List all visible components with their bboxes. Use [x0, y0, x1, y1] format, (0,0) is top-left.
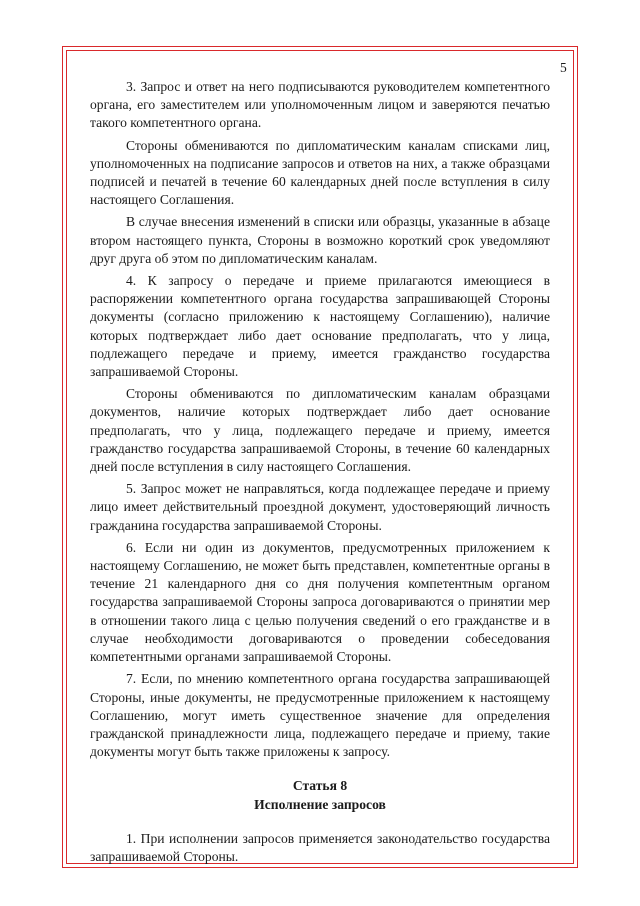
paragraph: 6. Если ни один из документов, предусмотренных приложением к настоящему Соглашению, не может быть представлен, компетентные органы в течение 21 календарного дня со дня получения компетентным органом государства запрашиваемой Стороны запроса договариваются о принятии мер в отношении такого лица с целью получения сведений о его гражданстве и в случае необходимости договариваются о проведении собеседования компетентными органами запрашиваемой Стороны. [90, 539, 550, 665]
page-number: 5 [560, 60, 567, 75]
document-body [90, 78, 550, 866]
paragraph: Стороны обмениваются по дипломатическим каналам списками лиц, уполномоченных на подписание запросов и ответов на них, а также образцами подписей и печатей в течение 60 календарных дней после вступления в силу настоящего Соглашения. [90, 137, 550, 208]
paragraph: 5. Запрос может не направляться, когда подлежащее передаче и приему лицо имеет действительный проездной документ, удостоверяющий личность гражданина государства запрашиваемой Стороны. [90, 481, 550, 533]
paragraph: 3. Запрос и ответ на него подписываются руководителем компетентного органа, его заместителем или уполномоченным лицом и заверяются печатью такого компетентного органа. [90, 79, 550, 131]
paragraph: В случае внесения изменений в списки или образцы, указанные в абзаце втором настоящего пункта, Стороны в возможно короткий срок уведомляют друг друга об этом по дипломатическим каналам. [90, 214, 550, 266]
paragraph: Стороны обмениваются по дипломатическим каналам образцами документов, наличие которых подтверждает либо дает основание предполагать, что у лица, подлежащего передаче и приему, имеется гражданство государства запрашиваемой Стороны, в течение 60 календарных дней после вступления в силу настоящего Соглашения. [90, 386, 550, 475]
paragraph: 1. При исполнении запросов применяется законодательство государства запрашиваемой Стороны. [90, 830, 550, 864]
paragraph: 4. К запросу о передаче и приеме прилагаются имеющиеся в распоряжении компетентного органа государства запрашивающей Стороны документы (согласно приложению к настоящему Соглашению), наличие которых подтверждает либо дает основание предполагать, что у лица, подлежащего передаче и приему, имеется гражданство государства запрашиваемой Стороны. [90, 273, 550, 380]
article-title: Исполнение запросов [254, 796, 386, 812]
paragraph: 7. Если, по мнению компетентного органа государства запрашивающей Стороны, иные документы, не предусмотренные приложением к настоящему Соглашению, могут иметь существенное значение для определения гражданской принадлежности лица, подлежащего передаче и приему, такие документы могут быть также приложены к запросу. [90, 671, 550, 760]
article-heading: Статья 8 [292, 778, 348, 794]
